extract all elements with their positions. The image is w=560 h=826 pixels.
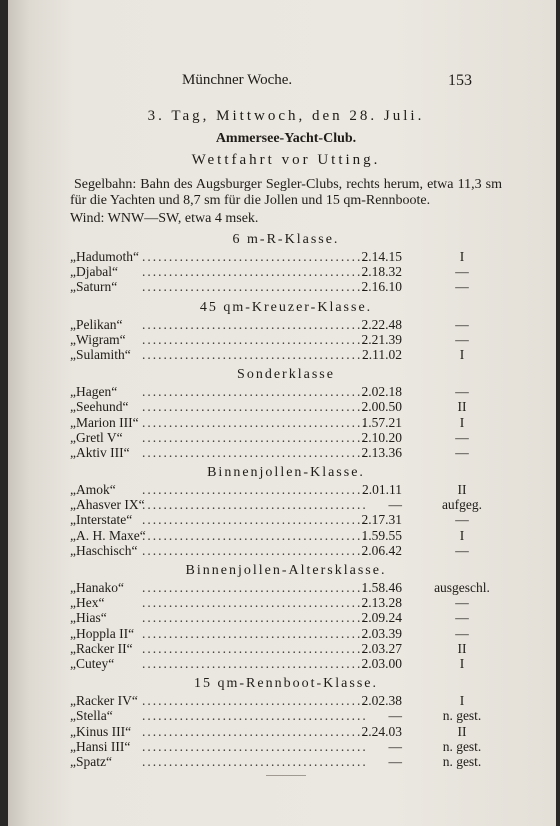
result-row [70,482,502,497]
boat-name: „A. H. Maxe“ [70,527,146,543]
boat-name: „Hanako“ [70,580,124,595]
finish-time: 2.03.39 [361,625,402,641]
result-row [70,708,502,723]
page-header [70,72,502,96]
placing: — [455,316,469,332]
placing: — [455,595,469,611]
placing: II [457,640,467,656]
finish-time: 2.03.00 [361,655,402,671]
placing: — [455,331,469,347]
class-section [70,231,502,295]
boat-name: „Kinus III“ [70,723,132,739]
placing: — [455,512,469,528]
leader-dots: .......................................... [142,331,368,347]
wind-info: Wind: WNW—SW, etwa 4 msek. [70,211,259,226]
leader-dots: .......................................... [142,640,368,656]
placing: I [459,693,465,709]
class-title: Binnenjollen-Klasse. [207,465,365,481]
leader-dots: .......................................... [142,595,368,611]
result-row [70,332,502,347]
leader-dots: .......................................... [142,249,368,264]
placing: n. gest. [442,738,482,754]
leader-dots: .......................................... [142,708,368,724]
finish-time: 2.02.38 [361,693,402,709]
running-title: Münchner Woche. [182,72,293,88]
finish-time: 2.21.39 [361,331,402,347]
boat-name: „Hadumoth“ [70,249,139,264]
finish-time: 2.13.36 [361,444,402,460]
placing: n. gest. [442,753,482,769]
placing: I [459,249,465,264]
result-row [70,626,502,641]
boat-name: „Spatz“ [70,753,112,769]
boat-name: „Amok“ [70,482,116,498]
result-row [70,264,502,279]
finish-time: 2.24.03 [361,723,402,739]
leader-dots: .......................................... [142,279,368,295]
placing: I [459,655,465,671]
result-row [70,693,502,708]
boat-name: „Aktiv III“ [70,444,130,460]
placing: — [455,444,469,460]
leader-dots: .......................................... [142,527,368,543]
finish-time: 2.13.28 [361,595,402,611]
boat-name: „Interstate“ [70,512,133,528]
finish-time: 2.14.15 [361,249,402,264]
leader-dots: .......................................... [142,580,368,595]
class-section [70,675,502,769]
placing: I [459,414,465,430]
boat-name: „Hoppla II“ [70,625,135,641]
result-row [70,399,502,414]
finish-time: 2.02.18 [361,384,402,400]
boat-name: „Marion III“ [70,414,139,430]
finish-time: 2.09.24 [361,610,402,626]
placing: n. gest. [442,708,482,724]
page-number: 153 [448,72,472,89]
leader-dots: .......................................... [142,384,368,400]
result-row [70,739,502,754]
result-row [70,754,502,769]
leader-dots: .......................................... [142,753,368,769]
leader-dots: .......................................... [142,414,368,430]
results-sections [70,231,502,769]
placing: — [455,384,469,400]
finish-time: 2.00.50 [361,399,402,415]
class-title: Sonderklasse [237,367,335,383]
leader-dots: .......................................... [142,610,368,626]
placing: — [455,264,469,280]
leader-dots: .......................................... [142,399,368,415]
leader-dots: .......................................... [142,429,368,445]
class-title: 6 m-R-Klasse. [232,232,340,247]
result-row [70,528,502,543]
result-row [70,595,502,610]
result-row [70,641,502,656]
class-title: 45 qm-Kreuzer-Klasse. [199,299,373,315]
finish-time: — [388,497,402,513]
boat-name: „Djabal“ [70,264,118,280]
leader-dots: .......................................... [142,512,368,528]
boat-name: „Stella“ [70,708,113,724]
finish-time: 2.10.20 [361,429,402,445]
boat-name: „Haschisch“ [70,542,138,558]
boat-name: „Sulamith“ [70,346,131,362]
boat-name: „Saturn“ [70,279,118,295]
finish-time: 1.57.21 [361,414,402,430]
finish-time: — [388,738,402,754]
placing: I [459,527,465,543]
result-row [70,610,502,625]
class-section [70,299,502,363]
result-row [70,415,502,430]
finish-time: 2.16.10 [361,279,402,295]
boat-name: „Hansi III“ [70,738,131,754]
class-section [70,562,502,671]
result-row [70,430,502,445]
leader-dots: .......................................... [142,655,368,671]
result-row [70,384,502,399]
finish-time: 2.06.42 [361,542,402,558]
leader-dots: .......................................... [142,264,368,280]
club-name: Ammersee-Yacht-Club. [215,131,357,146]
result-row [70,497,502,512]
boat-name: „Seehund“ [70,399,129,415]
class-section [70,464,502,558]
boat-name: „Ahasver IX“ [70,497,145,513]
boat-name: „Hias“ [70,610,107,626]
book-page [8,0,556,826]
result-row [70,347,502,362]
finish-time: 2.01.11 [362,482,402,498]
class-title: Binnenjollen-Altersklasse. [185,563,387,578]
leader-dots: .......................................... [142,625,368,641]
result-row [70,249,502,264]
placing: — [455,279,469,295]
leader-dots: .......................................... [142,693,368,709]
finish-time: 1.59.55 [361,527,402,543]
leader-dots: .......................................... [142,444,368,460]
finish-time: 1.58.46 [361,580,402,595]
result-row [70,656,502,671]
placing: — [455,429,469,445]
class-title: 15 qm-Rennboot-Klasse. [194,676,378,692]
page-content [70,72,502,776]
placing: II [457,482,467,498]
placing: ausgeschl. [434,580,490,595]
placing: aufgeg. [441,497,483,513]
boat-name: „Hex“ [70,595,105,611]
day-line: 3. Tag, Mittwoch, den 28. Juli. [147,108,425,124]
result-row [70,512,502,527]
result-row [70,317,502,332]
result-row [70,724,502,739]
result-row [70,445,502,460]
placing: II [457,723,467,739]
boat-name: „Cutey“ [70,655,115,671]
result-row [70,543,502,558]
placing: — [455,625,469,641]
result-row [70,580,502,595]
finish-time: 2.03.27 [361,640,402,656]
result-row [70,279,502,294]
end-rule [266,775,306,776]
boat-name: „Gretl V“ [70,429,123,445]
course-description: Segelbahn: Bahn des Augsburger Segler-Clubs, rechts herum, etwa 11,3 sm für die Yachten und 8,7 sm für die Jollen und 15 qm-Rennboote. [70,177,502,208]
placing: — [455,542,469,558]
boat-name: „Pelikan“ [70,316,123,332]
boat-name: „Racker II“ [70,640,133,656]
placing: — [455,610,469,626]
boat-name: „Racker IV“ [70,693,138,709]
leader-dots: .......................................... [142,497,368,513]
finish-time: — [388,753,402,769]
leader-dots: .......................................... [142,346,368,362]
leader-dots: .......................................... [142,316,368,332]
finish-time: 2.17.31 [361,512,402,528]
finish-time: — [388,708,402,724]
placing: I [459,346,465,362]
placing: II [457,399,467,415]
class-section [70,366,502,460]
leader-dots: .......................................... [142,482,368,498]
leader-dots: .......................................... [142,723,368,739]
boat-name: „Wigram“ [70,331,126,347]
finish-time: 2.22.48 [361,316,402,332]
boat-name: „Hagen“ [70,384,118,400]
finish-time: 2.11.02 [362,346,402,362]
leader-dots: .......................................... [142,542,368,558]
leader-dots: .......................................... [142,738,368,754]
race-title: Wettfahrt vor Utting. [191,152,381,168]
finish-time: 2.18.32 [361,264,402,280]
